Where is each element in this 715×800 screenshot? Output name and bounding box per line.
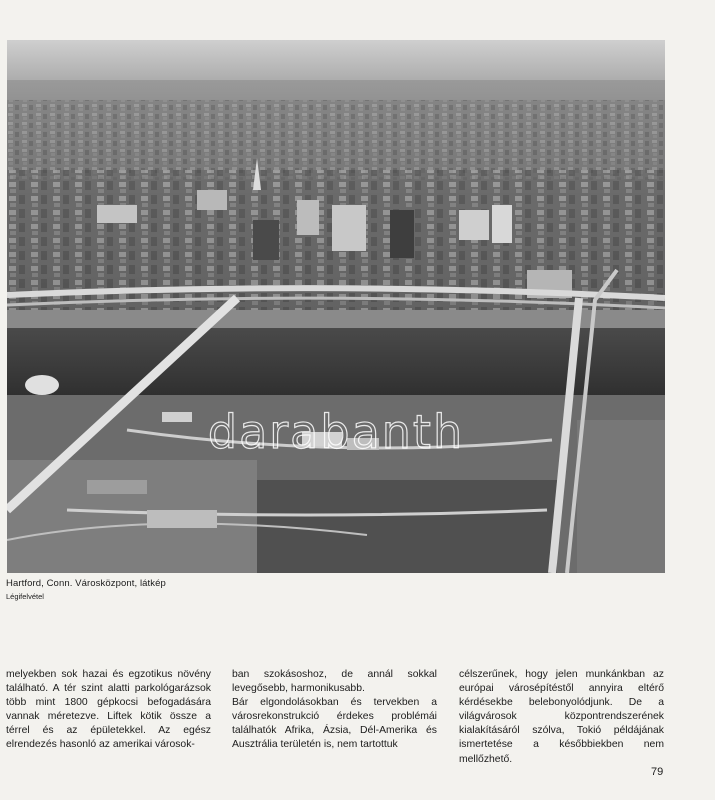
aerial-city-image — [7, 40, 665, 573]
text-column-2 — [232, 668, 437, 753]
text-column-1: melyekben sok hazai és egzotikus növény található. A tér szint alatti parkológarázsok több mint 1800 gépkocsi befogadására vannak méretezve. Liftek kötik össze a térrel és az épületekkel. Az egész elrendezés hasonló az amerikai városok- — [6, 669, 211, 751]
page-number: 79 — [651, 766, 664, 778]
caption-subtitle: Légifelvétel — [6, 592, 44, 601]
watermark-text: darabanth — [207, 405, 465, 459]
photo-caption — [6, 578, 166, 601]
text-column-3: célszerűnek, hogy jelen munkánkban az európai városépítéstől annyira eltérő kérdésekbe belebonyolódjunk. De a világvárosok központrendszerének kialakításáról szólva, Tokió példájának ismertetése a későbbiekben nem mellőzhető. — [459, 669, 664, 765]
column-2-text: ban szokásoshoz, de annál sokkal levegősebb, harmonikusabb. Bár elgondolásokban és tervekben a városrekonstrukció érdekes problémái találhatók Afrika, Ázsia, Dél-Amerika és Ausztrália területén is, nem tartottuk — [232, 669, 437, 751]
aerial-photo — [7, 40, 665, 573]
caption-title: Hartford, Conn. Városközpont, látkép — [6, 578, 166, 589]
